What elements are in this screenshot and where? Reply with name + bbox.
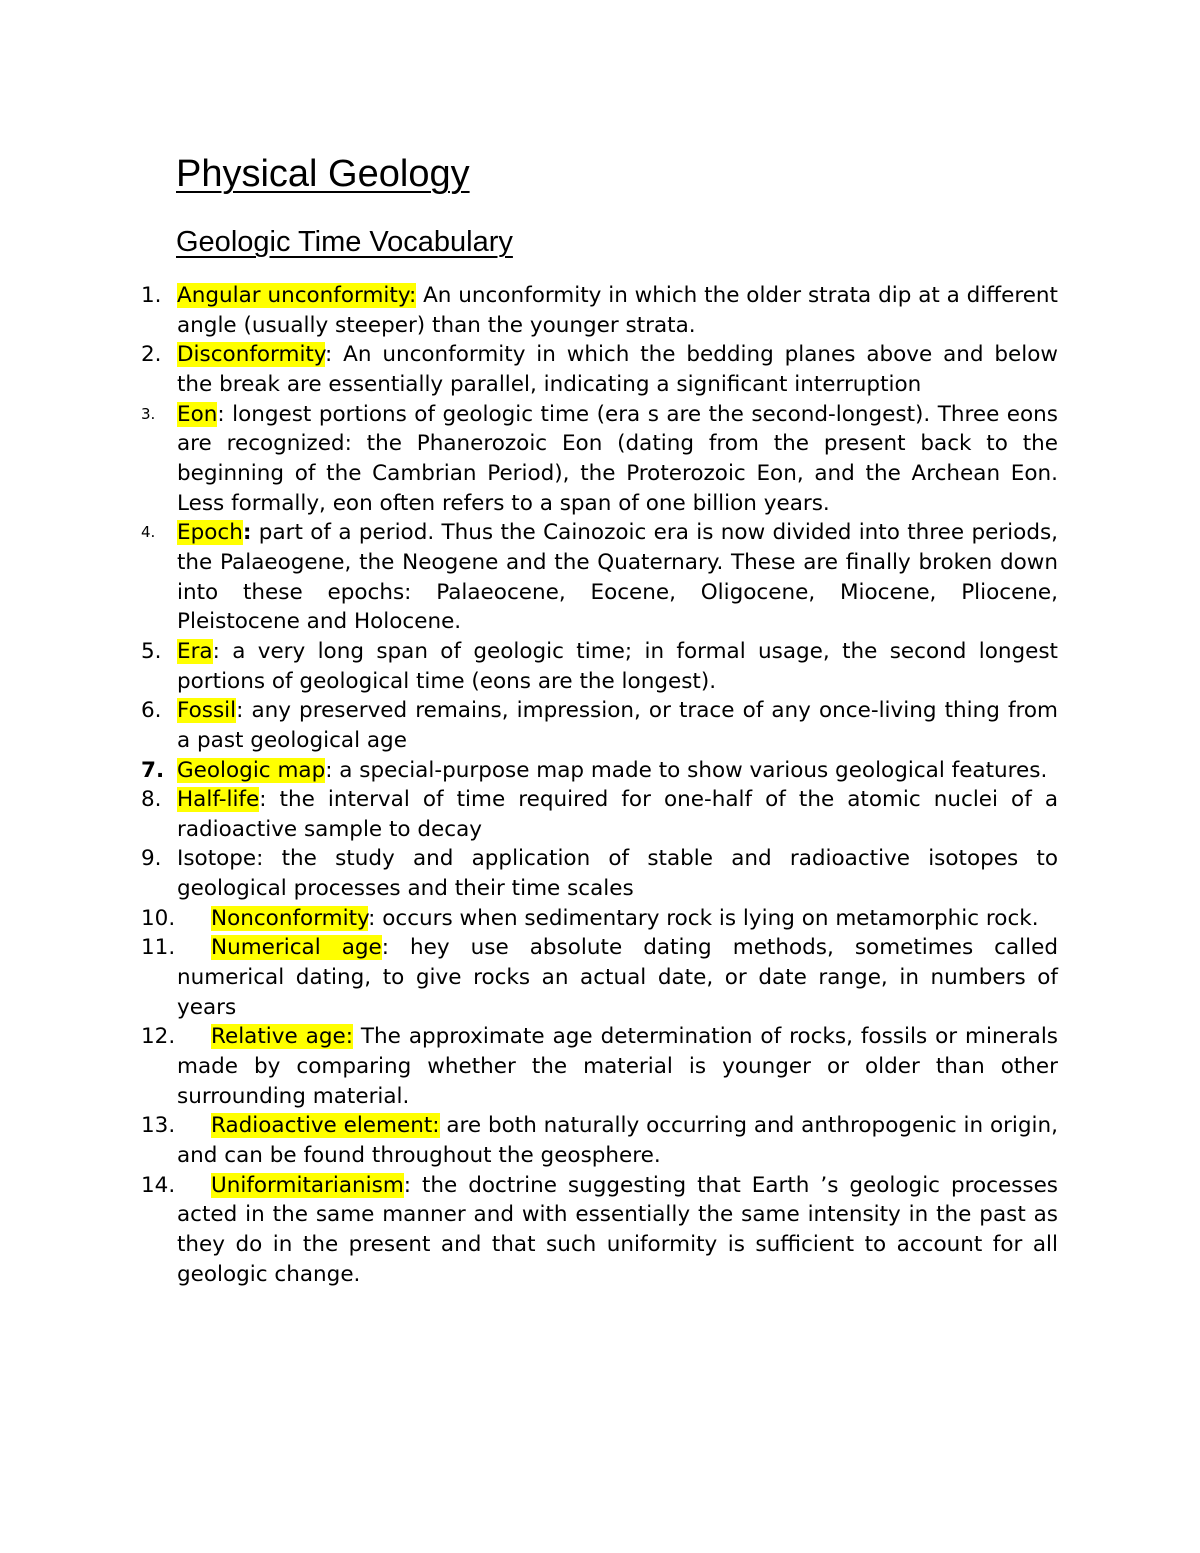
term-highlight: Numerical age — [211, 935, 382, 961]
list-item — [0, 340, 1200, 399]
list-item — [0, 400, 1200, 519]
term-highlight: Geologic map — [177, 757, 326, 783]
definition-text: part of a period. Thus the Cainozoic era is now divided into three periods, the Palaeogene, the Neogene and the Quaternary. These are finally broken down into these epochs: Palaeocene, Eocene, Oligocene, Miocene, Pliocene, Pleistocene and Holocene. — [177, 520, 1058, 635]
term-highlight: Fossil — [177, 698, 237, 724]
term-separator: : — [381, 935, 389, 961]
term-highlight: Nonconformity — [211, 905, 369, 931]
item-number: 9. — [141, 846, 162, 872]
term-separator: : — [236, 698, 244, 724]
term-separator: : — [217, 401, 225, 427]
term-separator: : — [212, 638, 220, 664]
term-separator: : — [325, 342, 333, 368]
item-number: 11. — [141, 935, 176, 961]
term-separator: : — [325, 757, 333, 783]
list-item — [0, 1111, 1200, 1170]
term-separator: : — [368, 905, 376, 931]
item-number: 6. — [141, 698, 162, 724]
list-item — [0, 637, 1200, 696]
item-number: 1. — [141, 283, 162, 308]
definition-text: An unconformity in which the older strata dip at a different angle (usually steeper) than the younger strata. — [177, 283, 1058, 338]
item-number: 8. — [141, 787, 162, 813]
definition-text: are both naturally occurring and anthropogenic in origin, and can be found throughout the geosphere. — [177, 1113, 1058, 1169]
term-highlight: Angular unconformity: — [177, 283, 417, 308]
definition-text: An unconformity in which the bedding planes above and below the break are essentially parallel, indicating a significant interruption — [177, 342, 1058, 397]
item-number: 12. — [141, 1024, 176, 1050]
list-item — [0, 1171, 1200, 1290]
item-number: 3. — [141, 404, 156, 423]
term-highlight: Radioactive element: — [211, 1113, 440, 1139]
item-number: 10. — [141, 905, 176, 931]
list-item — [0, 904, 1200, 934]
definition-text: the interval of time required for one-half of the atomic nuclei of a radioactive sample to decay — [177, 787, 1058, 842]
term-separator: : — [242, 520, 252, 546]
list-item — [0, 844, 1200, 903]
term-highlight: Disconformity — [177, 342, 326, 368]
list-item — [0, 785, 1200, 844]
item-number: 14. — [141, 1172, 176, 1198]
term-highlight: Half-life — [177, 787, 260, 813]
definition-text: any preserved remains, impression, or trace of any once-living thing from a past geological age — [177, 698, 1058, 753]
list-item — [0, 1022, 1200, 1111]
item-number: 13. — [141, 1113, 176, 1139]
list-item — [0, 281, 1200, 340]
definition-text: occurs when sedimentary rock is lying on metamorphic rock. — [375, 905, 1039, 931]
term-highlight: Epoch — [177, 520, 243, 546]
term-highlight: Relative age: — [211, 1024, 353, 1050]
vocabulary-list — [0, 281, 1200, 1289]
page-title: Physical Geology — [176, 153, 470, 195]
definition-text: Isotope: the study and application of stable and radioactive isotopes to geological processes and their time scales — [177, 846, 1058, 902]
list-item — [0, 696, 1200, 755]
definition-text: hey use absolute dating methods, sometimes called numerical dating, to give rocks an actual date, or date range, in numbers of years — [177, 935, 1059, 1020]
list-item — [0, 933, 1200, 1022]
item-number: 2. — [141, 342, 162, 368]
definition-text: The approximate age determination of rocks, fossils or minerals made by comparing whether the material is younger or older than other surrounding material. — [177, 1024, 1058, 1109]
definition-text: longest portions of geologic time (era s are the second-longest). Three eons are recognized: the Phanerozoic Eon (dating from the present back to the beginning of the Cambrian Period), the Proterozoic Eon, and the Archean Eon. Less formally, eon often refers to a span of one billion years. — [177, 401, 1058, 516]
definition-text: the doctrine suggesting that Earth ’s geologic processes acted in the same manner and with essentially the same intensity in the past as they do in the present and that such uniformity is sufficient to account for all geologic change. — [177, 1172, 1058, 1287]
term-separator: : — [259, 787, 267, 813]
item-number: 5. — [141, 638, 162, 664]
definition-text: a very long span of geologic time; in formal usage, the second longest portions of geological time (eons are the longest). — [177, 638, 1058, 694]
term-separator: : — [403, 1172, 412, 1198]
term-highlight: Eon — [177, 401, 218, 427]
page-subtitle: Geologic Time Vocabulary — [176, 226, 513, 258]
list-item — [0, 518, 1200, 637]
term-highlight: Era — [177, 638, 213, 664]
list-item — [0, 756, 1200, 786]
item-number: 7. — [141, 757, 165, 783]
item-number: 4. — [141, 523, 156, 542]
term-highlight: Uniformitarianism — [211, 1172, 404, 1198]
definition-text: a special-purpose map made to show various geological features. — [332, 757, 1048, 783]
